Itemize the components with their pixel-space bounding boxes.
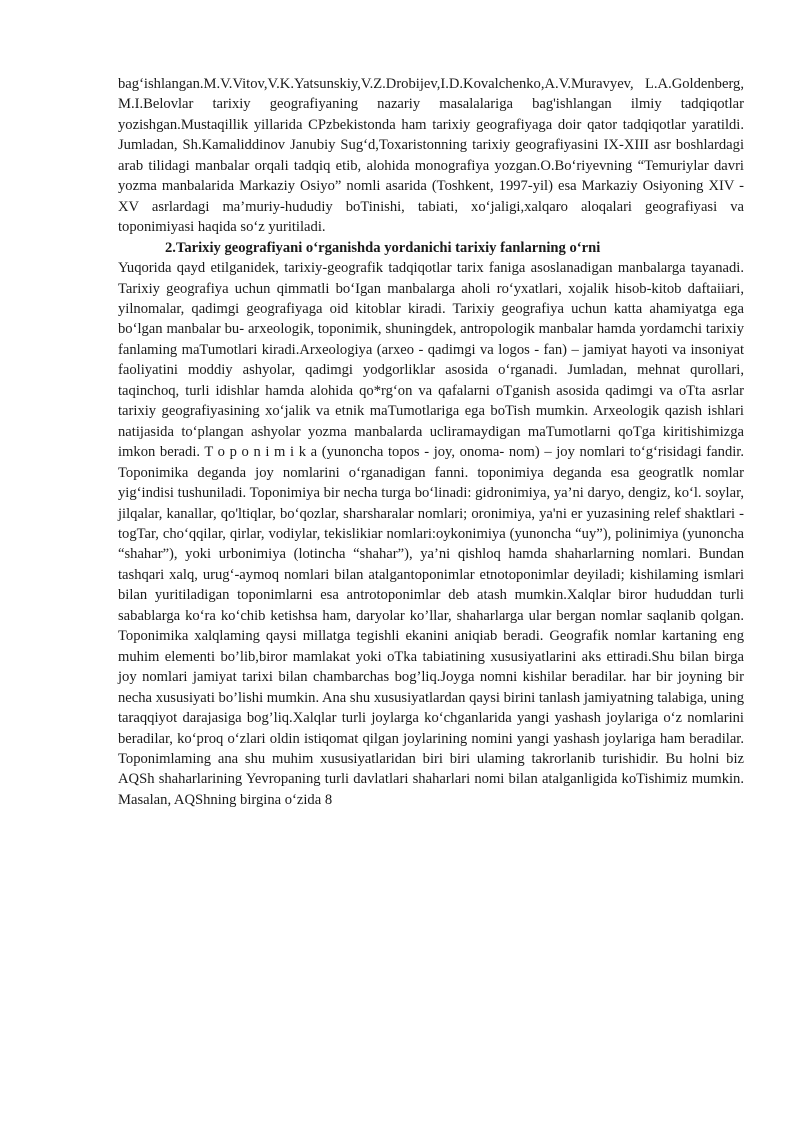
document-page <box>118 74 744 810</box>
paragraph-intro: bag‘ishlangan.M.V.Vitov,V.K.Yatsunskiy,V.Z.Drobijev,I.D.Kovalchenko,A.V.Muravyev, L.A.Goldenberg, M.I.Belovlar tarixiy geografiyaning nazariy masalalariga bag'ishlangan ilmiy tadqiqotlar yozishgan.Mustaqillik yillarida CPzbekistonda ham tarixiy geografiyaga doir qator tadqiqotlar yaratildi. Jumladan, Sh.Kamaliddinov Janubiy Sug‘d,Toxaristonning tarixiy geografiyasini IX-XIII asr boshlardagi arab tilidagi manbalar orqali tadqiq etib, alohida monografiya yozgan.O.Bo‘riyevning “Temuriylar davri yozma manbalarida Markaziy Osiyo” nomli asarida (Toshkent, 1997-yil) esa Markaziy Osiyoning XIV - XV asrlardagi ma’muriy-hududiy boTinishi, tabiati, xo‘jaligi,xalqaro aloqalari geografiyasi va toponimiyasi haqida so‘z yuritiladi. <box>118 76 744 236</box>
paragraph-main: Yuqorida qayd etilganidek, tarixiy-geografik tadqiqotlar tarix faniga asoslanadigan manbalarga tayanadi. Tarixiy geografiya uchun qimmatli bo‘Igan manbalarga aholi ro‘yxatlari, xojalik hisob-kitob daftaiiari, yilnomalar, qadimgi geografiyaga oid kitoblar kiradi. Tarixiy geografiya uchun katta ahamiyatga ega bo‘lgan manbalar bu- arxeologik, toponimik, shuningdek, antropologik manbalar hamda yordamchi tarixiy fanlaming maTumotlari kiradi.Arxeologiya (arxeo - qadimgi va logos - fan) – jamiyat hayoti va insoniyat faoliyatini moddiy ashyolar, qadimgi yodgorliklar asosida o‘rganadi. Jumladan, mehnat qurollari, taqinchoq, turli idishlar hamda alohida qo*rg‘on va qafalarni oTganish asosida qadimgi va oTta asrlar tarixiy geografiyasining xo‘jalik va etnik maTumotlariga ega boTish mumkin. Arxeologik qazish ishlari natijasida to‘plangan ashyolar yozma manbalarda ucliramaydigan maTumotlarni qoTga kiritishimizga imkon beradi. T o p o n i m i k a (yunoncha topos - joy, onoma- nom) – joy nomlari to‘g‘risidagi fandir. Toponimika deganda joy nomlarini o‘rganadigan fanni. toponimiya deganda esa geogratlk nomlar yig‘indisi tushuniladi. Toponimiya bir necha turga bo‘linadi: gidronimiya, ya’ni daryo, dengiz, ko‘l. soylar, jilqalar, kanallar, qo'ltiqlar, bo‘qozlar, sharsharalar nomlari; oronimiya, ya'ni er yuzasining relef shaktlari - togTar, cho‘qqilar, qirlar, vodiylar, tekislikiar nomlari:oykonimiya (yunoncha “uy”), polinimiya (yunoncha “shahar”), yoki urbonimiya (lotincha “shahar”), ya’ni qishloq hamda shaharlarning nomlari. Bundan tashqari xalq, urug‘-aymoq nomlari bilan atalgantoponimlar etnotoponimlar deyiladi; kishilaming ismlari bilan yuritiladigan toponimlarni esa antrotoponimlar deb atash mumkin.Xalqlar biror hududdan turli sabablarga ko‘ra ko‘chib ketishsa ham, daryolar ko’llar, shaharlarga ular bergan nomlar saqlanib qolgan. Toponimika xalqlaming qaysi millatga tegishli ekanini aniqiab beradi. Geografik nomlar kartaning eng muhim elementi bo’lib,biror mamlakat yoki oTka tabiatining xususiyatlarini aks ettiradi.Shu bilan birga joy nomlari jamiyat tarixi bilan chambarchas bog’liq.Joyga nomni kishilar beradilar. har bir joyning bir necha xususiyati bo’lishi mumkin. Ana shu xususiyatlardan qaysi birini tanlash jamiyatning talabiga, uning taraqqiyot darajasiga bog’liq.Xalqlar turli joylarga ko‘chganlarida yangi yashash joylariga o‘z nomlarini beradilar, ko‘proq o‘zlari oldin istiqomat qilgan joylarining nomini yangi yashash joylariga ham beradilar. Toponimlaming ana shu muhim xususiyatlaridan biri biri ulaming takrorlanib turishidir. Bu holni biz AQSh shaharlarining Yevropaning turli davlatlari shaharlari nomi bilan atalganligida koTishimiz mumkin. Masalan, AQShning birgina o‘zida 8 <box>118 260 744 808</box>
section-heading: 2.Tarixiy geografiyani o‘rganishda yordanichi tarixiy fanlarning o‘rni <box>165 239 601 256</box>
section-heading-line <box>118 238 744 258</box>
